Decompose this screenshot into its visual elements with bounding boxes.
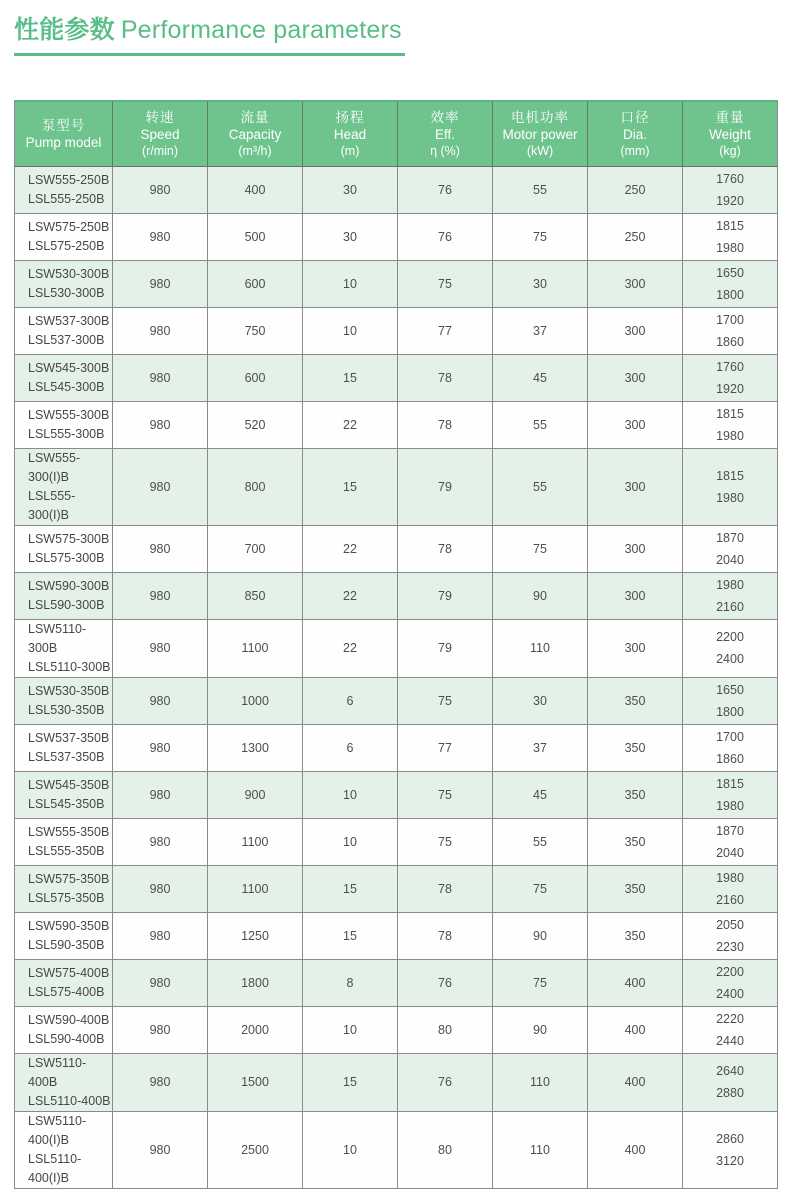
column-header-weight-unit: (kg) [719, 143, 741, 158]
dia-cell: 400 [588, 959, 683, 1006]
weight-value: 2160 [716, 599, 744, 614]
pump-model-name: LSL5110-400B [28, 1093, 111, 1108]
column-header-speed-unit: (r/min) [141, 143, 179, 158]
pump-model-cell [15, 1053, 113, 1111]
table-row [15, 525, 778, 572]
weight-value: 3120 [716, 1153, 744, 1168]
pump-model-name: LSL590-300B [28, 597, 105, 612]
pump-model-name: LSL545-350B [28, 796, 105, 811]
pump-model-cell [15, 619, 113, 677]
motor-power-cell: 30 [493, 677, 588, 724]
column-header-eff-zh: 效率 [430, 109, 460, 125]
table-row [15, 677, 778, 724]
capacity-cell: 1100 [208, 619, 303, 677]
motor-power-cell: 90 [493, 1006, 588, 1053]
table-row [15, 448, 778, 525]
motor-power-cell: 75 [493, 525, 588, 572]
table-row [15, 307, 778, 354]
column-header-speed-en: Speed [140, 126, 180, 142]
weight-value: 1800 [716, 287, 744, 302]
pump-model-name: LSW575-250B [28, 219, 110, 234]
motor-power-cell: 110 [493, 1053, 588, 1111]
speed-cell: 980 [113, 572, 208, 619]
capacity-cell: 1000 [208, 677, 303, 724]
pump-model-name: LSW545-300B [28, 360, 110, 375]
motor-power-cell: 55 [493, 448, 588, 525]
motor-power-cell: 45 [493, 354, 588, 401]
pump-model-cell [15, 166, 113, 213]
capacity-cell: 1100 [208, 865, 303, 912]
dia-cell: 350 [588, 677, 683, 724]
capacity-cell: 2500 [208, 1111, 303, 1188]
eff-cell: 78 [398, 401, 493, 448]
eff-cell: 76 [398, 959, 493, 1006]
column-header-head-zh: 扬程 [335, 109, 365, 125]
weight-value: 2200 [716, 630, 744, 644]
table-row [15, 260, 778, 307]
page-title-zh: 性能参数 [14, 16, 115, 44]
pump-model-cell [15, 260, 113, 307]
dia-cell: 350 [588, 912, 683, 959]
pump-model-name: LSL5110-300B [28, 659, 111, 674]
head-cell: 8 [303, 959, 398, 1006]
dia-cell: 300 [588, 354, 683, 401]
speed-cell: 980 [113, 166, 208, 213]
weight-cell [683, 818, 778, 865]
eff-cell: 77 [398, 307, 493, 354]
pump-model-cell [15, 1111, 113, 1188]
pump-model-cell [15, 818, 113, 865]
dia-cell: 400 [588, 1053, 683, 1111]
pump-model-cell [15, 572, 113, 619]
motor-power-cell: 30 [493, 260, 588, 307]
head-cell: 10 [303, 307, 398, 354]
head-cell: 6 [303, 677, 398, 724]
weight-value: 2860 [716, 1131, 744, 1146]
column-header-speed-zh: 转速 [145, 109, 175, 125]
column-header-eff-unit: η (%) [430, 143, 460, 158]
pump-model-name: LSL545-300B [28, 379, 105, 394]
pump-model-name: LSL575-300B [28, 550, 105, 565]
weight-value: 1815 [716, 406, 744, 421]
table-row [15, 166, 778, 213]
eff-cell: 80 [398, 1111, 493, 1188]
dia-cell: 250 [588, 213, 683, 260]
motor-power-cell: 37 [493, 307, 588, 354]
weight-cell [683, 724, 778, 771]
motor-power-cell: 75 [493, 865, 588, 912]
capacity-cell: 1800 [208, 959, 303, 1006]
dia-cell: 250 [588, 166, 683, 213]
motor-power-cell: 110 [493, 1111, 588, 1188]
table-row [15, 771, 778, 818]
table-row [15, 912, 778, 959]
eff-cell: 77 [398, 724, 493, 771]
speed-cell: 980 [113, 401, 208, 448]
column-header-eff-en: Eff. [434, 126, 455, 142]
dia-cell: 300 [588, 619, 683, 677]
column-header-capacity-zh: 流量 [240, 109, 270, 125]
pump-model-name: LSL555-250B [28, 191, 105, 206]
pump-model-name: LSW575-300B [28, 531, 110, 546]
speed-cell: 980 [113, 525, 208, 572]
motor-power-cell: 55 [493, 401, 588, 448]
speed-cell: 980 [113, 724, 208, 771]
dia-cell: 300 [588, 401, 683, 448]
pump-model-name: LSL575-250B [28, 238, 105, 253]
head-cell: 10 [303, 818, 398, 865]
weight-value: 1815 [716, 468, 744, 483]
dia-cell: 350 [588, 724, 683, 771]
pump-model-cell [15, 354, 113, 401]
eff-cell: 80 [398, 1006, 493, 1053]
eff-cell: 78 [398, 354, 493, 401]
weight-value: 2640 [716, 1064, 744, 1078]
motor-power-cell: 90 [493, 572, 588, 619]
weight-value: 1650 [716, 682, 744, 697]
pump-model-name: LSW545-350B [28, 777, 110, 792]
eff-cell: 78 [398, 865, 493, 912]
head-cell: 15 [303, 448, 398, 525]
column-header-dia-en: Dia. [622, 126, 647, 142]
pump-model-name: LSW5110-400(I)B [28, 1113, 87, 1147]
title-underline [14, 53, 405, 56]
pump-model-cell [15, 525, 113, 572]
head-cell: 15 [303, 912, 398, 959]
eff-cell: 78 [398, 525, 493, 572]
table-row [15, 401, 778, 448]
motor-power-cell: 45 [493, 771, 588, 818]
motor-power-cell: 90 [493, 912, 588, 959]
pump-model-cell [15, 677, 113, 724]
capacity-cell: 800 [208, 448, 303, 525]
dia-cell: 350 [588, 771, 683, 818]
head-cell: 10 [303, 1006, 398, 1053]
performance-parameters-table [14, 100, 778, 1189]
capacity-cell: 1300 [208, 724, 303, 771]
pump-model-name: LSW537-350B [28, 730, 110, 745]
weight-value: 2050 [716, 917, 744, 932]
capacity-cell: 520 [208, 401, 303, 448]
weight-value: 1920 [716, 193, 744, 208]
weight-cell [683, 865, 778, 912]
capacity-cell: 600 [208, 260, 303, 307]
weight-value: 2880 [716, 1086, 744, 1100]
column-header-eff [398, 101, 493, 166]
column-header-speed [113, 101, 208, 166]
pump-model-name: LSL575-350B [28, 890, 105, 905]
table-row [15, 619, 778, 677]
weight-cell [683, 771, 778, 818]
table-row [15, 724, 778, 771]
table-row [15, 1111, 778, 1188]
weight-cell [683, 572, 778, 619]
dia-cell: 300 [588, 525, 683, 572]
pump-model-name: LSW590-400B [28, 1012, 110, 1027]
table-row [15, 1006, 778, 1053]
head-cell: 10 [303, 260, 398, 307]
page-title-en: Performance parameters [120, 16, 402, 44]
speed-cell: 980 [113, 1053, 208, 1111]
weight-value: 1800 [716, 704, 744, 719]
column-header-weight-zh: 重量 [715, 109, 745, 125]
pump-model-name: LSW555-350B [28, 824, 110, 839]
column-header-motor-power-unit: (kW) [526, 143, 554, 158]
weight-value: 1650 [716, 265, 744, 280]
pump-model-name: LSL555-350B [28, 843, 105, 858]
weight-cell [683, 1006, 778, 1053]
capacity-cell: 600 [208, 354, 303, 401]
eff-cell: 79 [398, 572, 493, 619]
pump-model-cell [15, 959, 113, 1006]
motor-power-cell: 110 [493, 619, 588, 677]
pump-model-cell [15, 771, 113, 818]
weight-cell [683, 959, 778, 1006]
weight-value: 2220 [716, 1011, 744, 1026]
column-header-capacity-unit: (m³/h) [238, 143, 272, 158]
capacity-cell: 1500 [208, 1053, 303, 1111]
table-row [15, 213, 778, 260]
eff-cell: 79 [398, 619, 493, 677]
weight-value: 1870 [716, 823, 744, 838]
motor-power-cell: 55 [493, 818, 588, 865]
speed-cell: 980 [113, 1111, 208, 1188]
speed-cell: 980 [113, 354, 208, 401]
eff-cell: 76 [398, 213, 493, 260]
head-cell: 15 [303, 865, 398, 912]
dia-cell: 300 [588, 307, 683, 354]
weight-value: 1980 [716, 577, 744, 592]
head-cell: 22 [303, 525, 398, 572]
weight-cell [683, 677, 778, 724]
motor-power-cell: 75 [493, 213, 588, 260]
weight-cell [683, 260, 778, 307]
capacity-cell: 2000 [208, 1006, 303, 1053]
pump-model-cell [15, 448, 113, 525]
pump-model-name: LSL575-400B [28, 984, 105, 999]
table-header-row [15, 101, 778, 166]
eff-cell: 75 [398, 818, 493, 865]
head-cell: 22 [303, 619, 398, 677]
column-header-capacity [208, 101, 303, 166]
dia-cell: 400 [588, 1111, 683, 1188]
weight-value: 1760 [716, 359, 744, 374]
dia-cell: 350 [588, 818, 683, 865]
pump-model-name: LSL530-300B [28, 285, 105, 300]
weight-value: 2230 [716, 939, 744, 954]
weight-value: 1870 [716, 530, 744, 545]
table-row [15, 959, 778, 1006]
column-header-dia [588, 101, 683, 166]
weight-value: 1760 [716, 171, 744, 186]
column-header-head-en: Head [333, 126, 367, 142]
weight-cell [683, 448, 778, 525]
pump-model-cell [15, 865, 113, 912]
weight-cell [683, 1053, 778, 1111]
speed-cell: 980 [113, 818, 208, 865]
pump-model-name: LSW537-300B [28, 313, 110, 328]
eff-cell: 76 [398, 166, 493, 213]
eff-cell: 78 [398, 912, 493, 959]
pump-model-name: LSL555-300B [28, 426, 105, 441]
pump-model-name: LSW575-350B [28, 871, 110, 886]
column-header-dia-unit: (mm) [620, 143, 650, 158]
eff-cell: 76 [398, 1053, 493, 1111]
speed-cell: 980 [113, 771, 208, 818]
pump-model-name: LSL530-350B [28, 702, 105, 717]
pump-model-cell [15, 724, 113, 771]
table-body [15, 166, 778, 1188]
pump-model-cell [15, 307, 113, 354]
head-cell: 22 [303, 401, 398, 448]
weight-cell [683, 354, 778, 401]
eff-cell: 75 [398, 260, 493, 307]
table-header [15, 101, 778, 166]
weight-cell [683, 525, 778, 572]
capacity-cell: 1100 [208, 818, 303, 865]
weight-cell [683, 401, 778, 448]
weight-value: 1815 [716, 776, 744, 791]
dia-cell: 400 [588, 1006, 683, 1053]
weight-value: 1860 [716, 751, 744, 766]
motor-power-cell: 75 [493, 959, 588, 1006]
speed-cell: 980 [113, 1006, 208, 1053]
head-cell: 10 [303, 771, 398, 818]
pump-model-name: LSL537-350B [28, 749, 105, 764]
pump-model-name: LSW5110-300B [28, 621, 87, 655]
weight-value: 2440 [716, 1033, 744, 1048]
pump-model-name: LSW575-400B [28, 965, 110, 980]
capacity-cell: 700 [208, 525, 303, 572]
weight-cell [683, 619, 778, 677]
speed-cell: 980 [113, 307, 208, 354]
speed-cell: 980 [113, 865, 208, 912]
weight-value: 2160 [716, 892, 744, 907]
column-header-motor-power-zh: 电机功率 [511, 109, 569, 125]
speed-cell: 980 [113, 213, 208, 260]
pump-model-name: LSW555-300(I)B [28, 450, 81, 484]
motor-power-cell: 55 [493, 166, 588, 213]
weight-cell [683, 166, 778, 213]
pump-model-name: LSL537-300B [28, 332, 105, 347]
speed-cell: 980 [113, 677, 208, 724]
table-row [15, 818, 778, 865]
eff-cell: 75 [398, 771, 493, 818]
speed-cell: 980 [113, 260, 208, 307]
weight-cell [683, 1111, 778, 1188]
pump-model-name: LSL590-350B [28, 937, 105, 952]
weight-value: 1980 [716, 490, 744, 505]
dia-cell: 300 [588, 572, 683, 619]
pump-model-cell [15, 1006, 113, 1053]
weight-value: 1980 [716, 428, 744, 443]
weight-value: 1980 [716, 240, 744, 255]
pump-model-name: LSL555-300(I)B [28, 488, 76, 522]
table-row [15, 865, 778, 912]
head-cell: 10 [303, 1111, 398, 1188]
pump-model-name: LSW555-250B [28, 172, 110, 187]
column-header-capacity-en: Capacity [228, 126, 282, 142]
head-cell: 30 [303, 213, 398, 260]
head-cell: 6 [303, 724, 398, 771]
weight-value: 2040 [716, 552, 744, 567]
weight-value: 1920 [716, 381, 744, 396]
weight-value: 1980 [716, 798, 744, 813]
speed-cell: 980 [113, 959, 208, 1006]
column-header-weight [683, 101, 778, 166]
speed-cell: 980 [113, 912, 208, 959]
pump-model-name: LSW555-300B [28, 407, 110, 422]
weight-cell [683, 213, 778, 260]
pump-model-name: LSW590-300B [28, 578, 110, 593]
weight-value: 1980 [716, 870, 744, 885]
dia-cell: 300 [588, 260, 683, 307]
table-row [15, 1053, 778, 1111]
pump-model-cell [15, 401, 113, 448]
weight-value: 1700 [716, 729, 744, 744]
dia-cell: 300 [588, 448, 683, 525]
head-cell: 15 [303, 354, 398, 401]
capacity-cell: 900 [208, 771, 303, 818]
table-row [15, 572, 778, 619]
page-title [14, 10, 777, 46]
pump-model-name: LSW530-350B [28, 683, 110, 698]
column-header-model [15, 101, 113, 166]
head-cell: 22 [303, 572, 398, 619]
column-header-head-unit: (m) [340, 143, 360, 158]
capacity-cell: 750 [208, 307, 303, 354]
eff-cell: 79 [398, 448, 493, 525]
column-header-dia-zh: 口径 [620, 109, 650, 125]
weight-value: 1860 [716, 334, 744, 349]
pump-model-name: LSL590-400B [28, 1031, 105, 1046]
weight-value: 1815 [716, 218, 744, 233]
speed-cell: 980 [113, 448, 208, 525]
pump-model-cell [15, 213, 113, 260]
head-cell: 15 [303, 1053, 398, 1111]
column-header-model-en: Pump model [25, 134, 102, 150]
head-cell: 30 [303, 166, 398, 213]
weight-value: 1700 [716, 312, 744, 327]
weight-value: 2200 [716, 964, 744, 979]
capacity-cell: 500 [208, 213, 303, 260]
speed-cell: 980 [113, 619, 208, 677]
column-header-head [303, 101, 398, 166]
pump-model-name: LSW590-350B [28, 918, 110, 933]
capacity-cell: 1250 [208, 912, 303, 959]
dia-cell: 350 [588, 865, 683, 912]
weight-value: 2040 [716, 845, 744, 860]
capacity-cell: 850 [208, 572, 303, 619]
column-header-weight-en: Weight [709, 126, 751, 142]
pump-model-cell [15, 912, 113, 959]
capacity-cell: 400 [208, 166, 303, 213]
column-header-model-zh: 泵型号 [41, 117, 86, 133]
weight-value: 2400 [716, 652, 744, 666]
weight-cell [683, 912, 778, 959]
pump-model-name: LSW5110-400B [28, 1055, 87, 1089]
pump-model-name: LSW530-300B [28, 266, 110, 281]
table-row [15, 354, 778, 401]
eff-cell: 75 [398, 677, 493, 724]
pump-model-name: LSL5110-400(I)B [28, 1151, 82, 1185]
column-header-motor-power-en: Motor power [502, 126, 578, 142]
column-header-motor-power [493, 101, 588, 166]
weight-cell [683, 307, 778, 354]
weight-value: 2400 [716, 986, 744, 1001]
motor-power-cell: 37 [493, 724, 588, 771]
